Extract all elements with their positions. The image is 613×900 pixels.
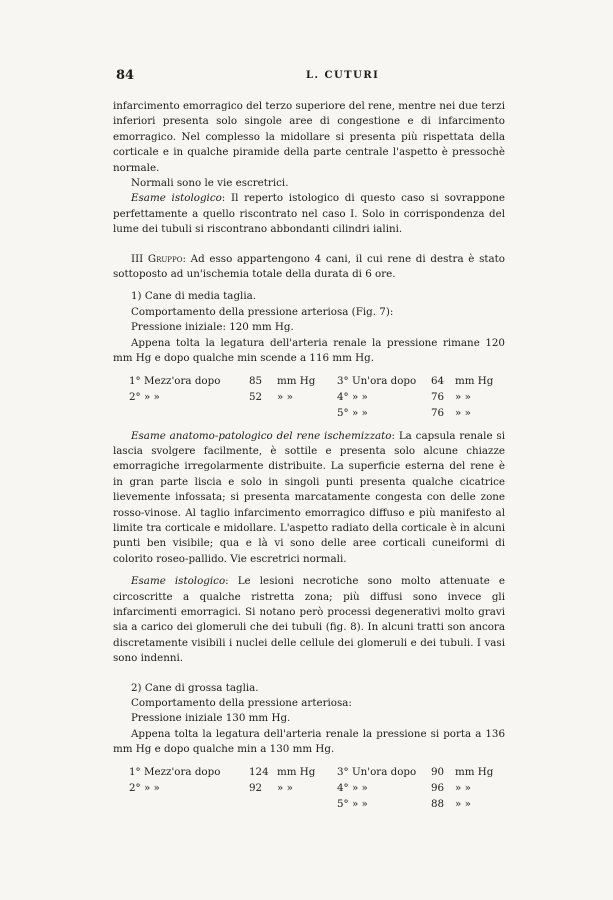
row-value-right: 88 <box>431 797 445 810</box>
anatomopathology-text: : La capsula renale si lascia svolgere facilmente, è sottile e presenta solo alcune chiazze emorragiche irregolarmente distribuite. La superficie esterna del rene è in gran parte liscia e solo in singoli punti presenta qualche cicatrice lievemente infossata; si presenta marcatamente congesta con delle zone rosso-vinose. Al taglio infarcimento emorragico diffuso e più manifesto al limite tra corticale e midollare. L'aspetto radiato della corticale è in alcuni punti ben visibile; qua e là vi sono delle aree corticali cuneiformi di colorito roseo-pallido. Vie escretrici normali. <box>113 429 505 565</box>
row-unit-right: » » <box>455 797 471 810</box>
page-header <box>116 68 516 84</box>
row-label-left: 2° » » <box>129 390 160 403</box>
row-unit-right: » » <box>455 390 471 403</box>
table-row <box>113 374 505 390</box>
page-number: 84 <box>116 68 135 83</box>
table-row <box>113 765 505 781</box>
histology-text: : Le lesioni necrotiche sono molto attenuate e circoscritte a qualche ristretta zona; più diffusi sono invece gli infarcimenti emorragici. Si notano però processi degenerativi molto gravi sia a carico dei glomeruli che dei tubuli (fig. 8). In alcuni tratti son ancora discretamente visibili i nuclei delle cellule dei glomeruli e dei tubuli. I vasi sono indenni. <box>113 575 505 665</box>
row-value-left: 124 <box>249 765 269 778</box>
dog2-pressure-behaviour: Comportamento della pressione arteriosa: <box>131 697 352 709</box>
dog1-pressure-table <box>113 374 505 422</box>
row-value-right: 64 <box>431 374 445 387</box>
histology-label: Esame istologico <box>131 575 226 588</box>
row-label-right: 3° Un'ora dopo <box>337 765 417 778</box>
dog2-pressure-table <box>113 765 505 813</box>
dog1-pressure-behaviour: Comportamento della pressione arteriosa (Fig. 7): <box>131 305 394 318</box>
row-label-left: 1° Mezz'ora dopo <box>129 374 221 387</box>
histology-label: Esame istologico <box>131 192 222 205</box>
row-value-right: 76 <box>431 390 445 403</box>
row-label-left: 1° Mezz'ora dopo <box>129 765 221 778</box>
row-unit-right: mm Hg <box>455 374 494 387</box>
row-value-left: 52 <box>249 390 263 403</box>
dog1-title: 1) Cane di media taglia. <box>131 290 257 303</box>
dog2-after-ligature: Appena tolta la legatura dell'arteria renale la pressione si porta a 136 mm Hg e dopo qualche min a 130 mm Hg. <box>113 727 505 756</box>
row-value-right: 76 <box>431 406 445 419</box>
running-head: L. CUTURI <box>306 70 380 81</box>
row-value-right: 90 <box>431 765 445 778</box>
row-label-right: 4° » » <box>337 781 368 794</box>
row-unit-left: mm Hg <box>277 374 316 387</box>
row-value-left: 85 <box>249 374 263 387</box>
dog1-histology <box>113 574 505 666</box>
row-unit-left: » » <box>277 781 293 794</box>
group3-heading: III Gruppo <box>131 252 183 265</box>
table-row <box>113 797 505 813</box>
page-body <box>113 99 505 813</box>
table-row <box>113 781 505 797</box>
row-label-right: 3° Un'ora dopo <box>337 374 417 387</box>
row-value-left: 92 <box>249 781 263 794</box>
anatomopathology-label: Esame anatomo-patologico del rene ischemizzato <box>131 429 392 442</box>
dog1-initial-pressure: Pressione iniziale: 120 mm Hg. <box>131 321 294 334</box>
case1-histology <box>113 191 505 237</box>
row-label-right: 4° » » <box>337 390 368 403</box>
group3-text: : Ad esso appartengono 4 cani, il cui rene di destra è stato sottoposto ad un'ischemia totale della durata di 6 ore. <box>113 252 505 281</box>
row-label-right: 5° » » <box>337 797 368 810</box>
row-unit-right: » » <box>455 781 471 794</box>
row-label-right: 5° » » <box>337 406 368 419</box>
histology-text: : Il reperto istologico di questo caso si sovrappone perfettamente a quello riscontrato nel caso I. Solo in corrispondenza del lume dei tubuli si riscontrano abbondanti cilindri ialini. <box>113 192 505 236</box>
case1-gross-findings: infarcimento emorragico del terzo superiore del rene, mentre nei due terzi inferiori presenta solo singole aree di congestione e di infarcimento emorragico. Nel complesso la midollare si presenta più rispettata della corticale e in qualche piramide della parte centrale l'aspetto è pressochè normale. <box>113 100 505 174</box>
table-row <box>113 390 505 406</box>
row-unit-right: » » <box>455 406 471 419</box>
row-unit-left: » » <box>277 390 293 403</box>
dog1-anatomopathology <box>113 429 505 568</box>
dog2-title: 2) Cane di grossa taglia. <box>131 681 259 694</box>
row-unit-left: mm Hg <box>277 765 316 778</box>
table-row <box>113 406 505 422</box>
dog2-initial-pressure: Pressione iniziale 130 mm Hg. <box>131 712 291 725</box>
row-value-right: 96 <box>431 781 445 794</box>
row-label-left: 2° » » <box>129 781 160 794</box>
row-unit-right: mm Hg <box>455 765 494 778</box>
case1-excretory: Normali sono le vie escretrici. <box>131 177 289 190</box>
group3-intro <box>113 252 505 283</box>
dog1-after-ligature: Appena tolta la legatura dell'arteria renale la pressione rimane 120 mm Hg e dopo qualche min scende a 116 mm Hg. <box>113 336 505 365</box>
